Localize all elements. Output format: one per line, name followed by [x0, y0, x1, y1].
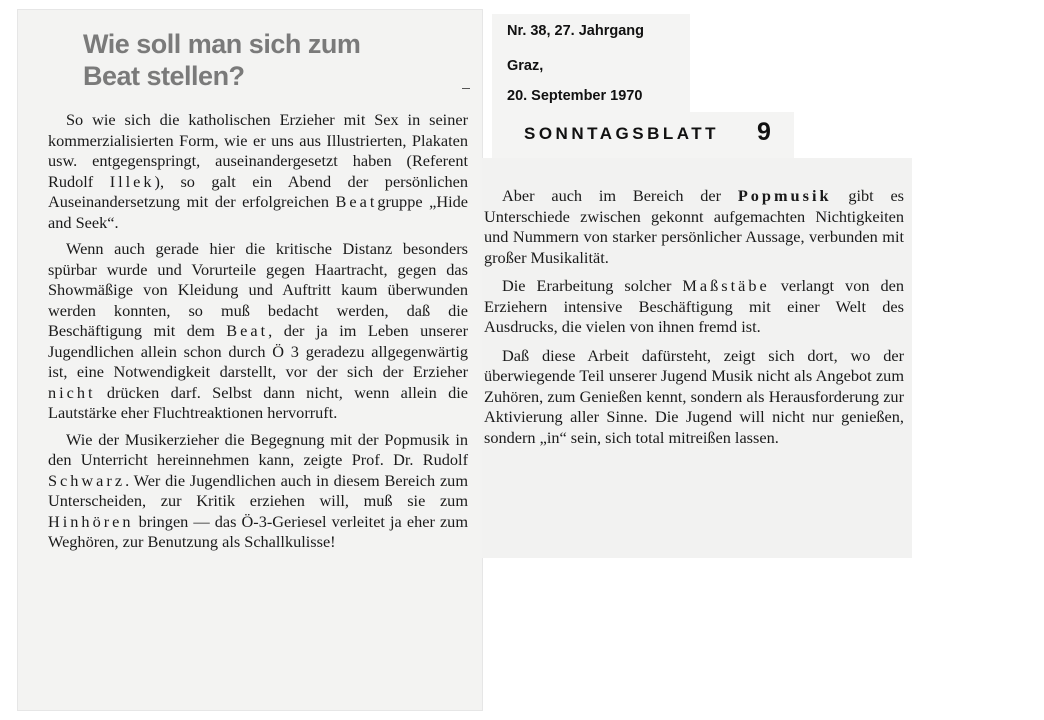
text-run: Wie der Musikerzieher die Begegnung mit der Popmusik in den Unterricht hereinnehmen kann, zeigte Prof. Dr. Rudolf — [48, 429, 468, 469]
text-run: , der ja im Leben unserer Jugendlichen allein schon durch Ö 3 geradezu allgegenwärtig ist, eine Notwendigkeit darstellt, vor der sich der Erzieher — [48, 321, 468, 381]
paragraph-standards — [484, 276, 904, 338]
city: Graz, — [507, 58, 544, 74]
text-run: gruppe „Hide and Seek“. — [48, 192, 468, 232]
spaced-word: Beat — [335, 192, 378, 211]
headline-dash — [462, 88, 470, 89]
text-run: Aber auch im Bereich der — [502, 186, 738, 205]
spaced-word: Popmusik — [737, 186, 832, 205]
text-run: Wenn auch gerade hier die kritische Distanz besonders spürbar wurde und Vorurteile gegen Haartracht, gegen das Showmäßige von Kleidung und Auftritt kaum überwunden werden konnten, so muß bedacht werden, daß die Beschäftigung mit dem — [48, 239, 468, 340]
text-run: drücken darf. Selbst dann nicht, wenn allein die Lautstärke eher Fluchtreaktionen hervorruft. — [48, 382, 468, 422]
text-run: verlangt von den Erziehern intensive Beschäftigung mit einer Welt des Ausdrucks, die vielen von ihnen fremd ist. — [484, 276, 904, 336]
page-number: 9 — [757, 118, 771, 146]
left-column — [48, 110, 468, 559]
text-run: So wie sich die katholischen Erzieher mit Sex in seiner kommerzialisierten Form, wie er uns aus Illustrierten, Plakaten usw. entgegenspringt, auseinandergesetzt haben (Referent Rudolf — [48, 110, 468, 191]
text-run: gibt es Unterschiede zwischen gekonnt aufgemachten Nichtigkeiten und Nummern von starker persönlicher Aussage, verbunden mit großer Musikalität. — [484, 186, 905, 267]
text-run: Die Erarbeitung solcher — [502, 276, 683, 295]
spaced-name: Illek — [109, 171, 155, 191]
publication-name: SONNTAGSBLATT — [524, 124, 720, 143]
paragraph-critical-distance — [48, 239, 468, 424]
text-run: Daß diese Arbeit dafürsteht, zeigt sich dort, wo der überwiegende Teil unserer Jugend Musik nicht als Angebot zum Zuhören, zum Genießen kennt, sondern als Herausforderung zur Aktivierung aller Sinne. Die Jugend will nicht nur genießen, sondern „in“ sein, sich total mitreißen lassen. — [484, 345, 904, 447]
text-run: . Wer die Jugendlichen auch in diesem Bereich zum Unterscheiden, zur Kritik erziehen will, muß sie zum — [48, 470, 468, 510]
issue-number: Nr. 38, 27. Jahrgang — [507, 23, 645, 39]
issue-date: 20. September 1970 — [507, 88, 643, 104]
headline-line-1: Wie soll man sich zum — [83, 29, 361, 59]
paragraph-sex-debate — [48, 110, 468, 233]
spaced-word: Maßstäbe — [682, 276, 770, 295]
article-headline — [83, 28, 413, 92]
spaced-name: Schwarz — [48, 470, 126, 490]
headline-line-2: Beat stellen? — [83, 61, 245, 91]
spaced-word: nicht — [48, 382, 96, 402]
text-run: ), so galt ein Abend der persönlichen Auseinandersetzung mit der erfolgreichen — [48, 171, 468, 211]
right-column — [484, 186, 904, 456]
paragraph-youth — [484, 346, 904, 449]
paragraph-music-teacher — [48, 430, 468, 553]
spaced-word: Hinhören — [48, 511, 134, 531]
spaced-word: Beat — [226, 321, 269, 340]
text-run: bringen — das Ö-3-Geriesel verleitet ja eher zum Weghören, zur Benutzung als Schallkulisse! — [48, 511, 468, 551]
paragraph-popmusic — [484, 186, 904, 268]
